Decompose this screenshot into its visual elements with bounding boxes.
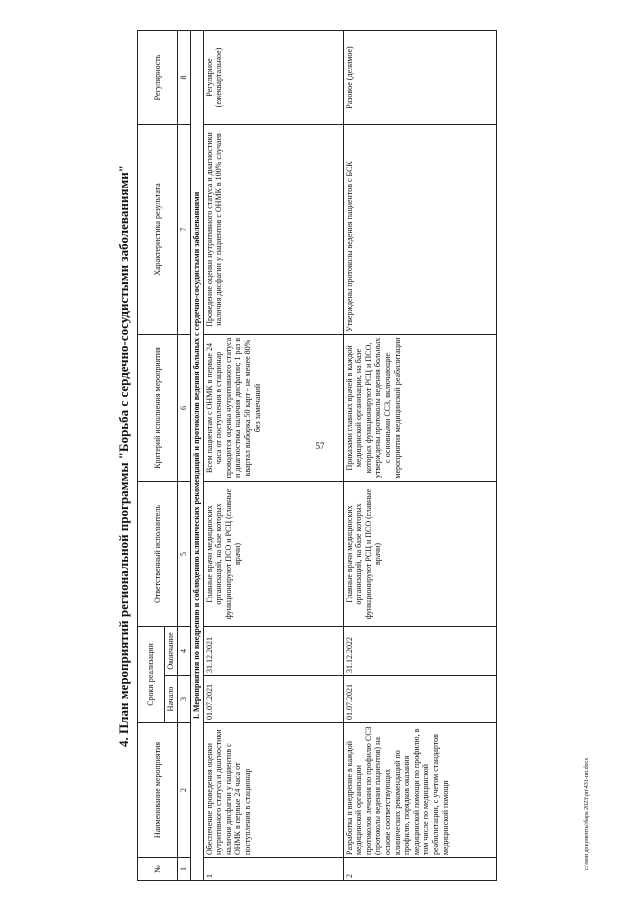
page-number: 57 <box>315 441 325 451</box>
header-result: Характеристика результата <box>138 124 178 334</box>
footer-file-path: c:\мои документы\бара 2023\рп\431-пп.docx <box>584 757 590 870</box>
column-number: 7 <box>178 124 191 334</box>
header-criterion: Критерий исполнения мероприятия <box>138 334 178 481</box>
row-regularity: Регулярное (ежеквартальное) <box>203 30 343 124</box>
rotated-page-content <box>115 31 608 881</box>
column-number: 1 <box>178 858 191 881</box>
row-regularity: Разовое (делимое) <box>343 30 496 124</box>
row-result: Проведение оценки нутритивного статуса и диагностики наличия дисфагии у пациентов с ОНМК в 100% случаев <box>203 124 343 334</box>
header-executor: Ответственный исполнитель <box>138 481 178 626</box>
header-event: Наименование мероприятия <box>138 723 178 858</box>
column-number: 4 <box>178 626 191 675</box>
row-start: 01.07.2021 <box>343 676 496 723</box>
page-title: 4. План мероприятий региональной программы "Борьба с сердечно-сосудистыми заболеваниями" <box>116 165 131 747</box>
row-event: Разработка и внедрение в каждой медицинской организации протоколов лечения по профилю ССЗ (протоколы ведения пациентов) на основе соответствующих клинических рекомендаций по профилю, порядков оказания медицинской помощи по профилю, в том числе по медицинской реабилитации, с учетом стандартов медицинской помощи <box>343 723 496 858</box>
column-number-row <box>178 30 191 880</box>
table-row <box>343 30 496 880</box>
row-executor: Главные врачи медицинских организаций, на базе которых функционируют РСЦ и ПСО (главные врачи) <box>343 481 496 626</box>
row-criterion: Приказами главных врачей в каждой медицинской организации, на базе которых функционируют РСЦ и ПСО, утверждены протоколы ведения больных с основными ССЗ, включающие мероприятия медицинской реабилитации <box>343 334 496 481</box>
section-title: I. Мероприятия по внедрению и соблюдению клинических рекомендаций и протоколов ведения больных с сердечно-сосудистыми заболеваниями <box>190 30 203 880</box>
header-no: № <box>138 858 178 881</box>
row-event: Обеспечение проведения оценки нутритивного статуса и диагностики наличия дисфагии у пациентов с ОНМК в первые 24 часа от поступления в стационар <box>203 723 343 858</box>
row-criterion: Всем пациентам с ОНМК в первые 24 часа от поступления в стационар проводится оценка нутритивного статуса и диагностика наличия дисфагии; 1 раз в квартал выборка 50 карт - не менее 80% без замечаний <box>203 334 343 481</box>
column-number: 3 <box>178 676 191 723</box>
row-no: 1 <box>203 858 343 881</box>
column-number: 8 <box>178 30 191 124</box>
row-start: 01.07.2021 <box>203 676 343 723</box>
header-end: Окончание <box>165 626 178 675</box>
column-number: 2 <box>178 723 191 858</box>
header-row <box>138 30 165 880</box>
row-end: 31.12.2022 <box>343 626 496 675</box>
row-executor: Главные врачи медицинских организаций, на базе которых функционируют ПСО и РСЦ (главные врачи) <box>203 481 343 626</box>
row-end: 31.12.2021 <box>203 626 343 675</box>
section-row <box>190 30 203 880</box>
column-number: 6 <box>178 334 191 481</box>
header-start: Начало <box>165 676 178 723</box>
header-deadlines: Сроки реализации <box>138 626 165 722</box>
header-regularity: Регулярность <box>138 30 178 124</box>
column-number: 5 <box>178 481 191 626</box>
row-no: 2 <box>343 858 496 881</box>
row-result: Утверждены протоколы ведения пациентов с БСК <box>343 124 496 334</box>
events-table <box>137 30 497 881</box>
table-row <box>203 30 343 880</box>
